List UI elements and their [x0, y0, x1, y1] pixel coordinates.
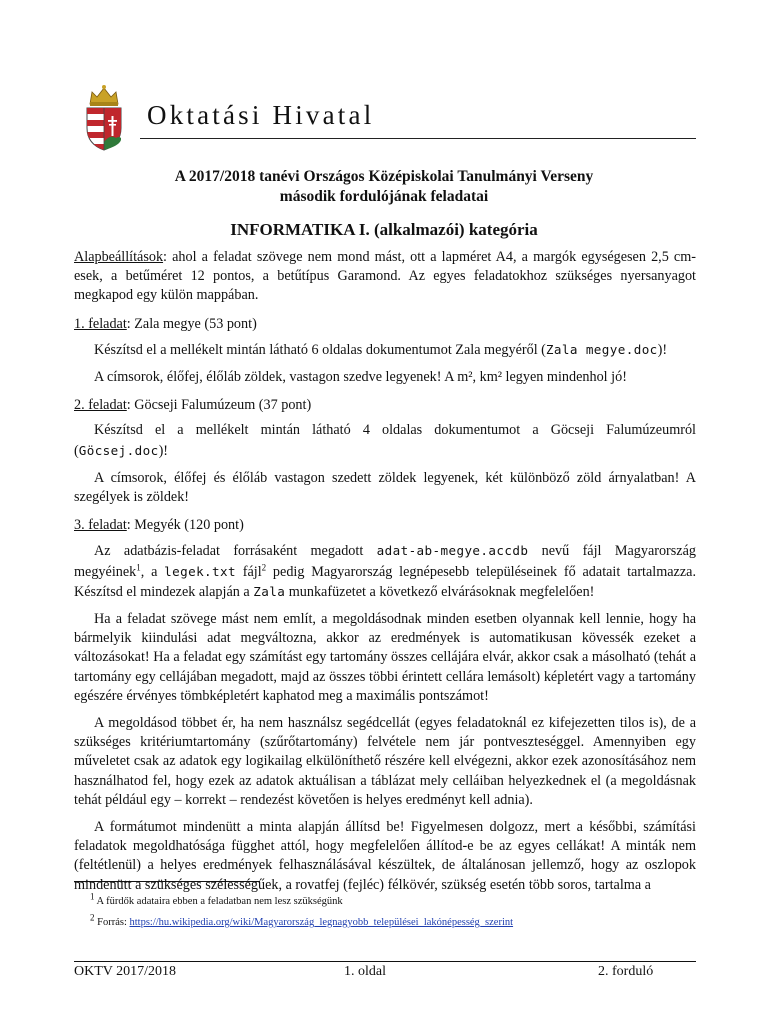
footnote-ref-1: 1 — [136, 561, 141, 572]
task3-paragraph-4: A formátumot mindenütt a minta alapján állítsd be! Figyelmesen dolgozz, mert a későbbi, számítási feladatok megoldhatósága függhet attól, hogy megfelelően állítod-e be az egyes cellákat! A minták nem (feltétlenül) a helyes eredmények felhasználásával készültek, de általánosan jellemző, hogy az oszlopok mindenütt a szükséges szélességűek, a rovatfej (fejléc) félkövér, szükség esetén több soros, tartalma a — [74, 819, 696, 893]
intro-paragraph — [74, 248, 696, 306]
task3-filename-accdb: adat-ab-megye.accdb — [376, 543, 529, 559]
task3-p1-text-f: munkafüzetet a következő elvárásoknak megfelelően! — [285, 583, 595, 600]
header-divider — [140, 138, 696, 139]
task1-heading-text: : Zala megye (53 pont) — [126, 315, 257, 332]
task3-filename-txt: legek.txt — [164, 563, 236, 579]
task2-p1-end: )! — [158, 442, 169, 459]
footnote-2 — [90, 912, 514, 929]
task3-p1-text-e: pedig Magyarország legnépesebb településeinek fő adatait tartalmazza. Készítsd el mindezek alapján a — [74, 563, 696, 600]
task2-label: 2. feladat — [74, 397, 127, 414]
task3-p1-text-b: nevű fájl Magyarország megyéinek — [74, 543, 696, 580]
competition-title: A 2017/2018 tanévi Országos Középiskolai Tanulmányi Verseny — [174, 168, 594, 185]
task2-paragraph-1 — [74, 421, 696, 460]
task1-paragraph-1 — [74, 340, 696, 360]
footer-page-number: 1. oldal — [344, 964, 386, 979]
footer-competition: OKTV 2017/2018 — [74, 964, 177, 979]
task3-p1-text-d: fájl — [235, 563, 262, 580]
task3-paragraph-1 — [74, 541, 696, 602]
task3-paragraph-3: A megoldásod többet ér, ha nem használsz segédcellát (egyes feladatoknál ez kifejezetten tilos is), de a szükséges kritériumtartomány (szűrőtartomány) felvétele nem jár pontveszteséggel. Amennyiben egy műveletet csak az adatok egy logikailag elkülöníthető részére kell elvégezni, akkor ezek azonosításához nem használhatod fel, hogy ezek az adatok aktuálisan a táblázat mely celláiban helyezkednek el (a megoldásnak tehát például egy – korrekt – rendezést követően is helyes eredményt kell adnia). — [74, 715, 696, 808]
task3-p1-text-c: , a — [140, 563, 165, 580]
task2-heading — [74, 396, 696, 415]
task3-paragraph-2: Ha a feladat szövege mást nem említ, a megoldásodnak minden esetben olyannak kell lennie, hogy ha bármelyik kiindulási adat megváltozna, akkor az eredmények is automatikusan kövessék ezeket a változásokat! Ha a feladat egy számítást egy tartomány összes cellájára elvár, akkor csak a másolható (tehát a tartomány egy cellájában megadott, majd az összes többi érintett cellára lemásolt) képletért vagy a tartomány egészére érvényes tömbképletért kaphatod meg a maximális pontszámot! — [74, 611, 696, 704]
task3-heading-text: : Megyék (120 pont) — [126, 517, 244, 534]
footnote-divider — [74, 881, 260, 882]
footnote-1-number: 1 — [90, 891, 95, 902]
task1-paragraph-2: A címsorok, élőfej, élőláb zöldek, vastagon szedve legyenek! A m², km² legyen mindenhol jó! — [94, 369, 627, 386]
task2-filename: Göcsej.doc — [78, 442, 159, 458]
footnote-ref-2: 2 — [261, 561, 267, 572]
category-title: INFORMATIKA I. (alkalmazói) kategória — [230, 220, 538, 239]
intro-text: : ahol a feladat szövege nem mond mást, ott a lapméret A4, a margók egységesen 2,5 cm-esek, a betűméret 12 pontos, a betűtípus Garamond. Az egyes feladatokhoz szükséges nyersanyagot megkapod egy külön mappában. — [74, 249, 696, 304]
wikipedia-source-link[interactable]: https://hu.wikipedia.org/wiki/Magyarország_legnagyobb_települései_lakónépesség_szerint — [129, 917, 514, 928]
footnote-1 — [90, 891, 343, 908]
footnote-2-text: Forrás: — [94, 917, 130, 928]
task1-heading — [74, 315, 696, 334]
task1-filename: Zala megye.doc — [545, 341, 658, 357]
hungarian-coat-of-arms-icon — [83, 84, 125, 152]
footnote-2-number: 2 — [90, 912, 95, 923]
task3-workbook-name: Zala — [253, 583, 286, 599]
office-name: Oktatási Hivatal — [147, 100, 375, 130]
task1-p1-end: )! — [657, 341, 668, 358]
task3-p1-text-a: Az adatbázis-feladat forrásaként megadott — [94, 543, 377, 560]
document-body — [74, 248, 696, 903]
footer-round: 2. forduló — [598, 964, 654, 979]
task1-label: 1. feladat — [74, 315, 127, 332]
task2-p1-text: Készítsd el a mellékelt mintán látható 4 oldalas dokumentumot a Göcseji Falumúzeumról ( — [74, 422, 696, 459]
task2-paragraph-2: A címsorok, élőfej és élőláb vastagon szedett zöldek legyenek, két különböző zöld árnyalatban! A szegélyek is zöldek! — [74, 469, 696, 506]
task1-p1-text: Készítsd el a mellékelt mintán látható 6 oldalas dokumentumot Zala megyéről ( — [94, 341, 546, 358]
footer-divider — [74, 961, 696, 962]
round-subtitle: második fordulójának feladatai — [279, 188, 489, 205]
task3-label: 3. feladat — [74, 517, 127, 534]
task2-heading-text: : Göcseji Falumúzeum (37 pont) — [126, 397, 312, 414]
task3-heading — [74, 516, 696, 535]
footnote-1-text: A fürdők adataira ebben a feladatban nem lesz szükségünk — [94, 896, 343, 907]
intro-label: Alapbeállítások — [74, 249, 164, 265]
